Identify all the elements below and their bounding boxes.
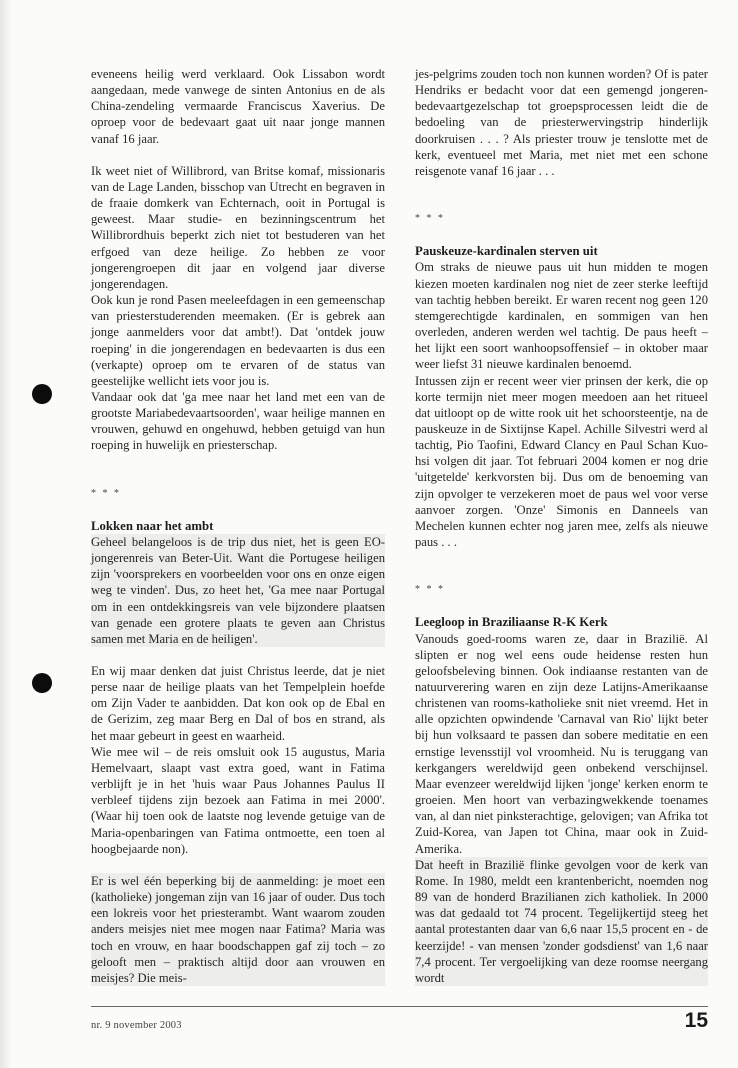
left-paragraph-6: En wij maar denken dat juist Christus leerde, dat je niet perse naar de heilige plaats van het Tempelplein hoefde om Zijn Vader te aanbidden. Dat kon ook op de Ebal en de Gerizim, zeg maar Berg en Dal of bos en strand, als het maar gebeurt in geest en waarheid. bbox=[91, 664, 385, 743]
section-divider: * * * bbox=[415, 584, 445, 596]
punch-hole-top bbox=[32, 384, 52, 404]
left-paragraph-3: Ook kun je rond Pasen meeleefdagen in een gemeenschap van priesterstuderenden meemaken. (Er is gebrek aan jonge aanmelders voor dat ambt!). Dat 'ontdek jouw roeping' in die jongerendagen en bedevaarten is dus een (verkapte) oproep om te ervaren of de status van geestelijke wellicht iets voor jou is. bbox=[91, 293, 385, 388]
right-paragraph-4: Vanouds goed-rooms waren ze, daar in Brazilië. Al slipten er nog wel eens oude heidense resten hun geloofsbeleving binnen. Ook indiaanse restanten van de natuurverering waren en zijn deze Latijns-Amerikaanse christenen van rooms-katholieke snit niet vreemd. Het in alle opzichten opwindende 'Carnaval van Rio' lijkt beter bij hun volksaard te passen dan sobere meditatie en een ernstige levensstijl vol vroomheid. Nu is teruggang van kerkgangers wereldwijd geen onbekend verschijnsel. Maar evenzeer wereldwijd lijken 'jonge' kerken enorm te groeien. Men hoort van verbazingwekkende toenames van, al dan niet pinksterachtige, gelovigen; van Afrika tot Zuid-Korea, van Japen tot China, maar ook in Zuid-Amerika. bbox=[415, 631, 708, 856]
left-paragraph-1: eveneens heilig werd verklaard. Ook Lissabon wordt aangedaan, mede vanwege de sinten Antonius en de als China-zendeling vermaarde Franciscus Xaverius. De oproep voor de bedevaart gaat uit naar jonge mannen vanaf 16 jaar. bbox=[91, 67, 385, 146]
section-divider: * * * bbox=[415, 213, 445, 225]
page-number: 15 bbox=[684, 1009, 708, 1032]
left-paragraph-2: Ik weet niet of Willibrord, van Britse komaf, missionaris van de Lage Landen, bisschop van Utrecht en begraven in de fraaie domkerk van Echternach, ooit in Portugal is geweest. Maar studie- en bezinningscentrum het Willibrordhuis beperkt zich niet tot bestuderen van het erfgoed van deze heilige. Zo hebben ze voor jongerengroepen dit jaar en volgend jaar diverse jongerendagen. bbox=[91, 163, 385, 291]
footer-rule bbox=[91, 1006, 708, 1007]
punch-hole-bottom bbox=[32, 673, 52, 693]
binder-shadow bbox=[0, 0, 12, 1068]
right-paragraph-5: Dat heeft in Brazilië flinke gevolgen voor de kerk van Rome. In 1980, meldt een krantenbericht, noemden nog 89 van de honderd Brazilianen zich katholiek. In 2000 was dat gedaald tot 74 procent. Tegelijkertijd steeg het aantal protestanten daar van 6,6 naar 15,5 procent en - de keerzijde! - van mensen 'zonder godsdienst' van 1,6 naar 7,4 procent. Ter vergoelijking van deze roomse neergang wordt bbox=[415, 857, 708, 985]
issue-label: nr. 9 november 2003 bbox=[91, 1020, 182, 1031]
section-divider: * * * bbox=[91, 487, 121, 499]
heading-pauskeuze-kardinalen: Pauskeuze-kardinalen sterven uit bbox=[415, 244, 598, 259]
left-paragraph-7: Wie mee wil – de reis omsluit ook 15 augustus, Maria Hemelvaart, slaapt vast extra goed, want in Fatima verblijft je in het 'huis waar Paus Johannes Paulus II verbleef tijdens zijn bezoek aan Fatima in mei 2000'. (Waar hij toen ook de laatste nog levende getuige van de Maria-openbaringen van Fatima ontmoette, een toen al hoogbejaarde non). bbox=[91, 744, 385, 856]
right-paragraph-1: jes-pelgrims zouden toch non kunnen worden? Of is pater Hendriks er bedacht voor dat een gemengd jongeren-bedevaartgezelschap tot groepsprocessen leidt die de bedoeling van de priesterwervingstrip hinderlijk doorkruisen . . . ? Als priester trouw je tenslotte met de kerk, eventueel met Maria, met niet met een schone reisgenote vanaf 16 jaar . . . bbox=[415, 67, 708, 178]
right-paragraph-3: Intussen zijn er recent weer vier prinsen der kerk, die op korte termijn niet meer mogen meedoen aan het ritueel dat uitloopt op de witte rook uit het schoorsteentje, na de pauskeuze in de Sixtijnse Kapel. Achille Silvestri werd al tachtig, Pio Taofini, Edward Clancy en Paul Schan Kuo-hsi volgen dit jaar. Tot februari 2004 komen er nog drie 'uitgetelde' kerkvorsten bij. Dus om de benoeming van zijn opvolger te verzekeren moet de paus wel voor verse aanvoer zorgen. 'Onze' Simonis en Danneels van Mechelen kunnen echter nog jaren mee, zelfs als nieuwe paus . . . bbox=[415, 373, 708, 550]
left-paragraph-4: Vandaar ook dat 'ga mee naar het land met een van de grootste Mariabedevaartsoorden', waar heilige mannen en vrouwen, gehuwd en ongehuwd, hebben getuigd van hun roeping in huwelijk en priesterschap. bbox=[91, 389, 385, 453]
right-paragraph-2: Om straks de nieuwe paus uit hun midden te mogen kiezen moeten kardinalen nog niet de zeer sterke leeftijd van tachtig hebben bereikt. Er waren recent nog geen 120 stemgerechtigde kardinalen, en sommigen van hen overleden, anderen werden wel tachtig. De paus heeft – het lijkt een soort wanhoopsoffensief – in oktober maar weer liefst 31 nieuwe kardinalen benoemd. bbox=[415, 260, 708, 372]
right-column bbox=[415, 66, 708, 986]
left-column bbox=[91, 66, 385, 986]
left-paragraph-8: Er is wel één beperking bij de aanmelding: je moet een (katholieke) jongeman zijn van 16 jaar of ouder. Dus toch een lokreis voor het priesterambt. Want waarom zouden anders meisjes niet mee mogen naar Fatima? Maria was toch en vrouw, en haar boodschappen gaf zij toch – zo gelooft men – praktisch altijd door aan vrouwen en meisjes? Die meis- bbox=[91, 873, 385, 985]
left-paragraph-5: Geheel belangeloos is de trip dus niet, het is geen EO-jongerenreis van Beter-Uit. Want die Portugese heiligen zijn 'voorsprekers en voorbeelden voor ons en onze eigen weg te vinden'. Dus, zo heet het, 'Ga mee naar Portugal om in een ontdekkingsreis van vele bijzondere plaatsen van genade een grotere plaats te geven aan Christus samen met Maria en de heiligen'. bbox=[91, 534, 385, 646]
heading-lokken-naar-het-ambt: Lokken naar het ambt bbox=[91, 518, 214, 533]
heading-leegloop-braziliaanse-kerk: Leegloop in Braziliaanse R-K Kerk bbox=[415, 615, 608, 630]
